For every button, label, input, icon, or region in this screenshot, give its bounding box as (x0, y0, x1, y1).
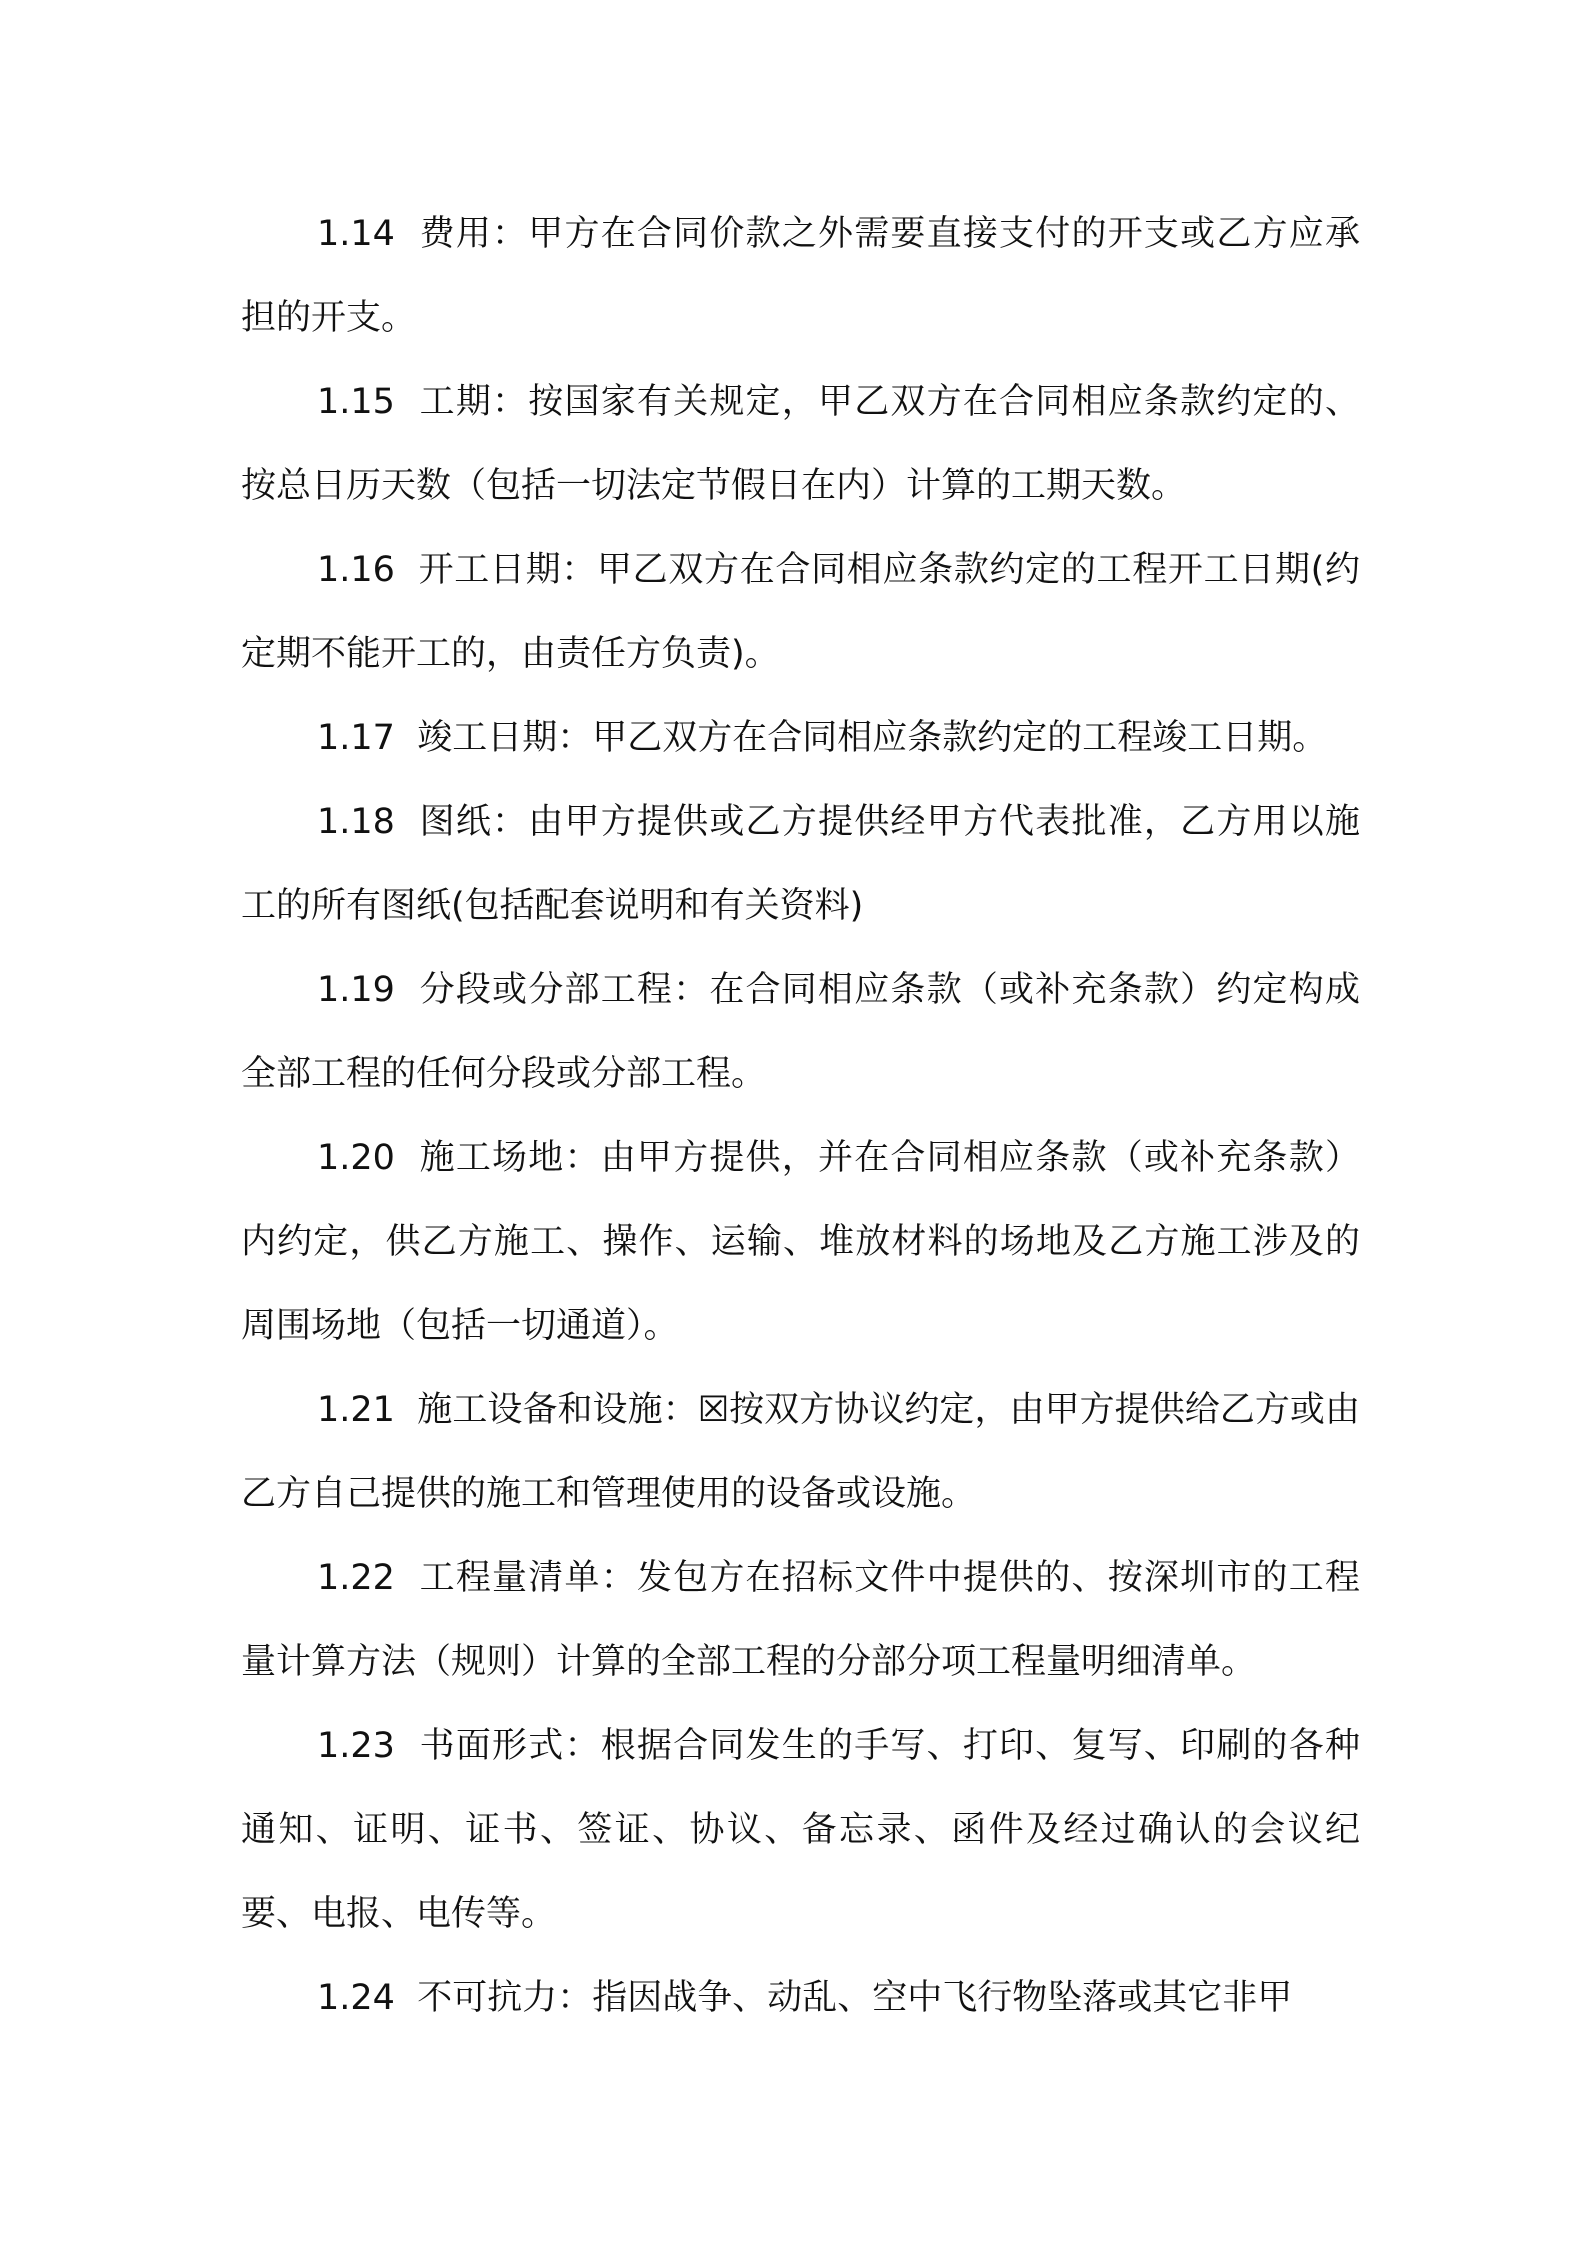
clause-1-15 (241, 360, 1360, 528)
clause-text: 费用：甲方在合同价款之外需要直接支付的开支或乙方应承担的开支。 (241, 214, 1360, 338)
clause-1-19 (241, 948, 1360, 1116)
clause-number: 1.19 (317, 970, 395, 1010)
clause-number: 1.15 (317, 382, 395, 422)
clause-text: 竣工日期：甲乙双方在合同相应条款约定的工程竣工日期。 (417, 718, 1328, 758)
clause-text: 书面形式：根据合同发生的手写、打印、复写、印刷的各种通知、证明、证书、签证、协议、备忘录、函件及经过确认的会议纪要、电报、电传等。 (241, 1726, 1360, 1934)
clause-number: 1.14 (317, 214, 395, 254)
clause-number: 1.22 (317, 1558, 395, 1598)
document-body (241, 192, 1360, 2040)
clause-text: 开工日期：甲乙双方在合同相应条款约定的工程开工日期(约定期不能开工的，由责任方负责)。 (241, 550, 1360, 674)
clause-text: 施工设备和设施：☒按双方协议约定，由甲方提供给乙方或由乙方自己提供的施工和管理使用的设备或设施。 (241, 1390, 1360, 1514)
clause-number: 1.16 (317, 550, 395, 590)
clause-number: 1.20 (317, 1138, 395, 1178)
clause-1-23 (241, 1704, 1360, 1956)
clause-text: 施工场地：由甲方提供，并在合同相应条款（或补充条款）内约定，供乙方施工、操作、运输、堆放材料的场地及乙方施工涉及的周围场地（包括一切通道）。 (241, 1138, 1360, 1346)
clause-1-17 (241, 696, 1360, 780)
clause-1-18 (241, 780, 1360, 948)
clause-text: 图纸：由甲方提供或乙方提供经甲方代表批准，乙方用以施工的所有图纸(包括配套说明和有关资料) (241, 802, 1360, 926)
clause-number: 1.23 (317, 1726, 395, 1766)
clause-number: 1.18 (317, 802, 395, 842)
clause-1-22 (241, 1536, 1360, 1704)
clause-1-20 (241, 1116, 1360, 1368)
clause-number: 1.21 (317, 1390, 395, 1430)
clause-number: 1.17 (317, 718, 395, 758)
clause-text: 分段或分部工程：在合同相应条款（或补充条款）约定构成全部工程的任何分段或分部工程。 (241, 970, 1360, 1094)
clause-text: 工期：按国家有关规定，甲乙双方在合同相应条款约定的、按总日历天数（包括一切法定节假日在内）计算的工期天数。 (241, 382, 1360, 506)
clause-1-21 (241, 1368, 1360, 1536)
clause-text: 工程量清单：发包方在招标文件中提供的、按深圳市的工程量计算方法（规则）计算的全部工程的分部分项工程量明细清单。 (241, 1558, 1360, 1682)
clause-1-14 (241, 192, 1360, 360)
clause-1-16 (241, 528, 1360, 696)
clause-1-24 (241, 1956, 1360, 2040)
clause-number: 1.24 (317, 1978, 395, 2018)
clause-text: 不可抗力：指因战争、动乱、空中飞行物坠落或其它非甲 (417, 1978, 1293, 2018)
